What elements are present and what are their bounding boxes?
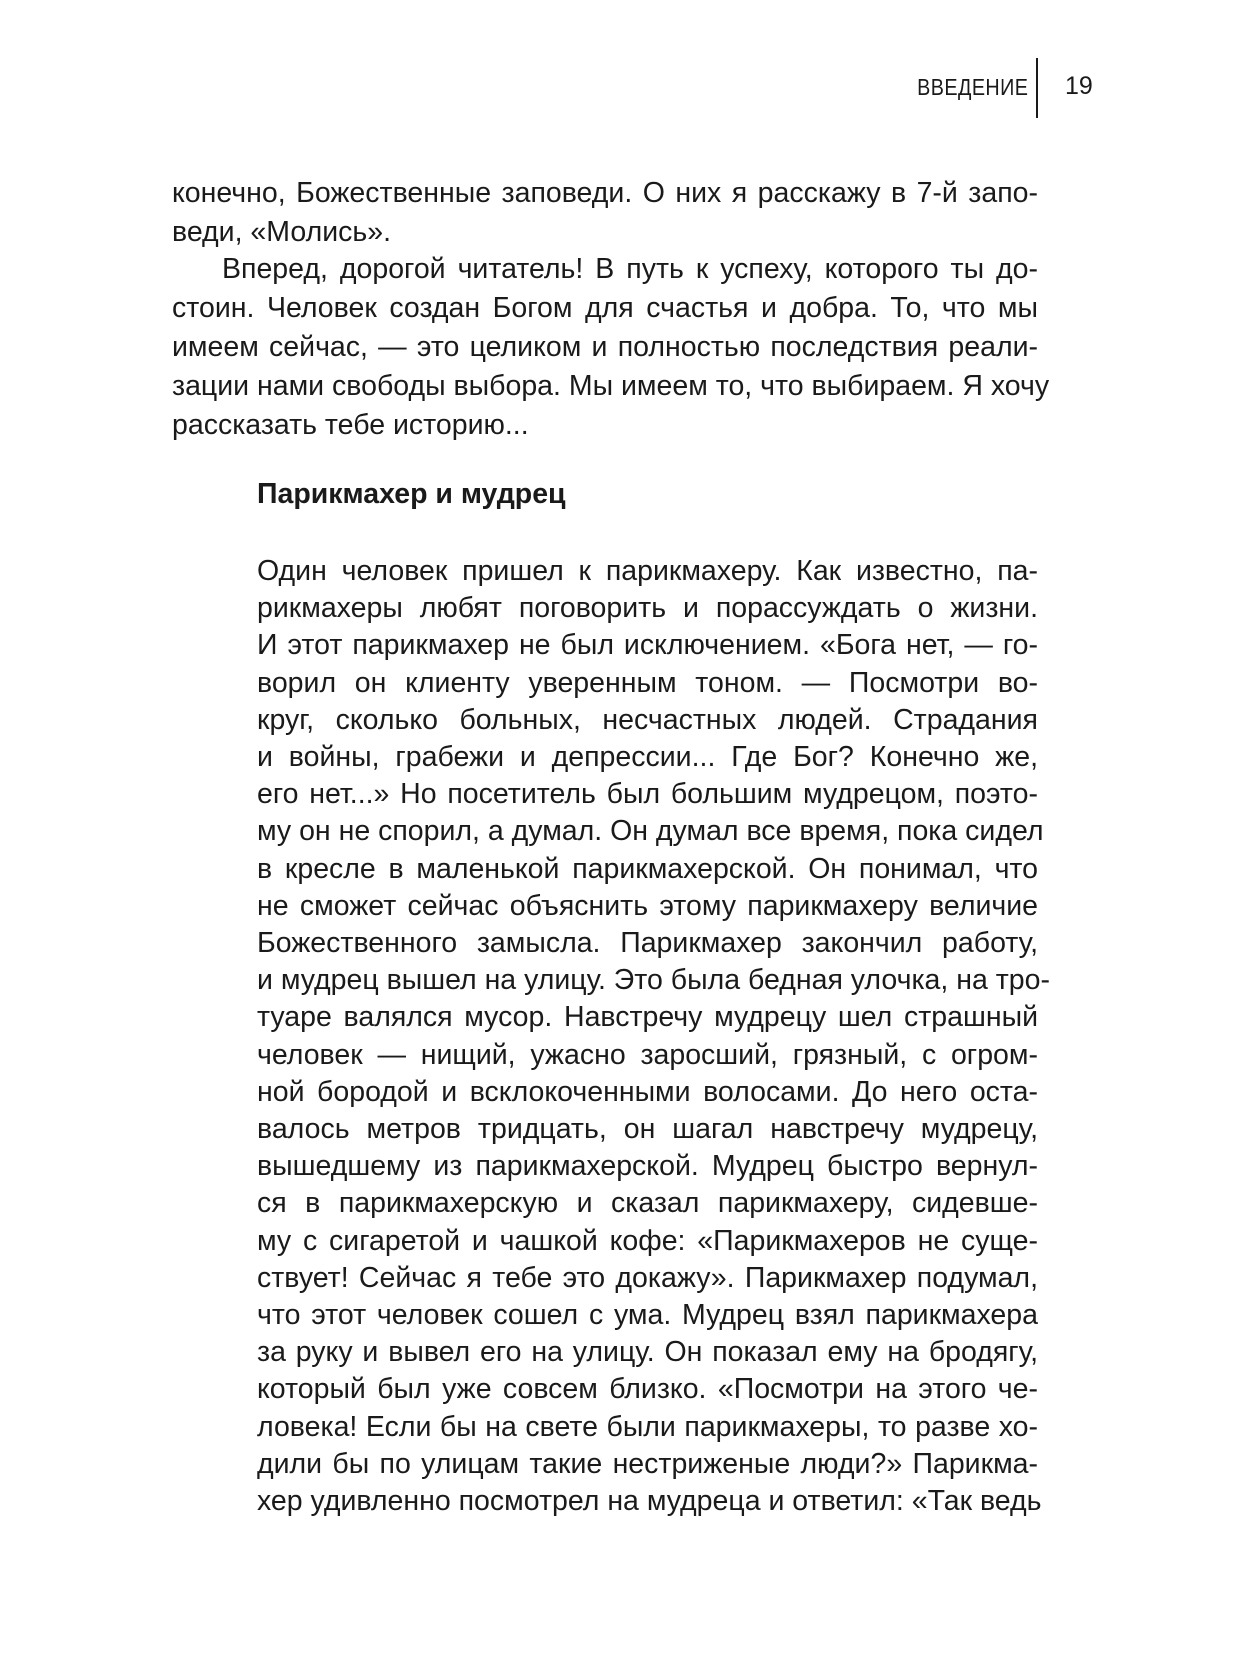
text-line: и мудрец вышел на улицу. Это была бедная улочка, на тро- [257,964,1050,997]
text-line: рикмахеры любят поговорить и порассуждать о жизни. [257,592,1038,625]
text-line: Божественного замысла. Парикмахер закончил работу, [257,927,1038,960]
text-line: зации нами свободы выбора. Мы имеем то, что выбираем. Я хочу [172,370,1050,402]
text-line: стоин. Человек создан Богом для счастья и добра. То, что мы [172,292,1038,324]
text-line: ной бородой и всклокоченными волосами. До него оста- [257,1075,1038,1108]
text-line: круг, сколько больных, несчастных людей. Страдания [257,703,1038,736]
text-line: ворил он клиенту уверенным тоном. — Посмотри во- [257,666,1038,699]
running-header [0,58,1260,118]
story-text [257,553,1050,1520]
story-title: Парикмахер и мудрец [257,478,566,510]
intro-paragraph-1 [172,174,1038,252]
text-line: И этот парикмахер не был исключением. «Бога нет, — го- [257,629,1038,662]
text-line: не сможет сейчас объяснить этому парикмахеру величие [257,889,1038,922]
intro-paragraph-2 [172,250,1050,445]
text-line: человек — нищий, ужасно заросший, грязный, с огром- [257,1038,1038,1071]
text-line: Вперед, дорогой читатель! В путь к успеху, которого ты до- [222,253,1038,285]
text-line: который был уже совсем близко. «Посмотри на этого че- [257,1373,1038,1406]
text-line: рассказать тебе историю... [172,409,529,441]
text-line: ствует! Сейчас я тебе это докажу». Парикмахер подумал, [257,1261,1038,1294]
text-line: и войны, грабежи и депрессии... Где Бог? Конечно же, [257,741,1038,774]
text-line: его нет...» Но посетитель был большим мудрецом, поэто- [257,778,1038,811]
text-line: му он не спорил, а думал. Он думал все время, пока сидел [257,815,1044,848]
text-line: конечно, Божественные заповеди. О них я расскажу в 7-й запо- [172,177,1038,209]
text-line: хер удивленно посмотрел на мудреца и ответил: «Так ведь [257,1485,1042,1518]
section-name: ВВЕДЕНИЕ [916,74,1028,100]
text-line: за руку и вывел его на улицу. Он показал ему на бродягу, [257,1336,1038,1369]
text-line: вышедшему из парикмахерской. Мудрец быстро вернул- [257,1150,1038,1183]
text-line: Один человек пришел к парикмахеру. Как известно, па- [257,555,1038,587]
text-line: имеем сейчас, — это целиком и полностью последствия реали- [172,331,1038,363]
header-divider [1036,58,1038,118]
text-line: дили бы по улицам такие нестриженые люди?» Парикма- [257,1447,1038,1480]
page-number: 19 [1065,72,1093,100]
text-line: веди, «Молись». [172,216,391,248]
text-line: му с сигаретой и чашкой кофе: «Парикмахеров не суще- [257,1224,1038,1257]
text-line: валось метров тридцать, он шагал навстречу мудрецу, [257,1113,1038,1146]
text-line: туаре валялся мусор. Навстречу мудрецу шел страшный [257,1001,1038,1034]
text-line: ся в парикмахерскую и сказал парикмахеру, сидевше- [257,1187,1038,1220]
text-line: в кресле в маленькой парикмахерской. Он понимал, что [257,852,1038,885]
text-line: что этот человек сошел с ума. Мудрец взял парикмахера [257,1299,1038,1332]
text-line: ловека! Если бы на свете были парикмахеры, то разве хо- [257,1410,1038,1443]
